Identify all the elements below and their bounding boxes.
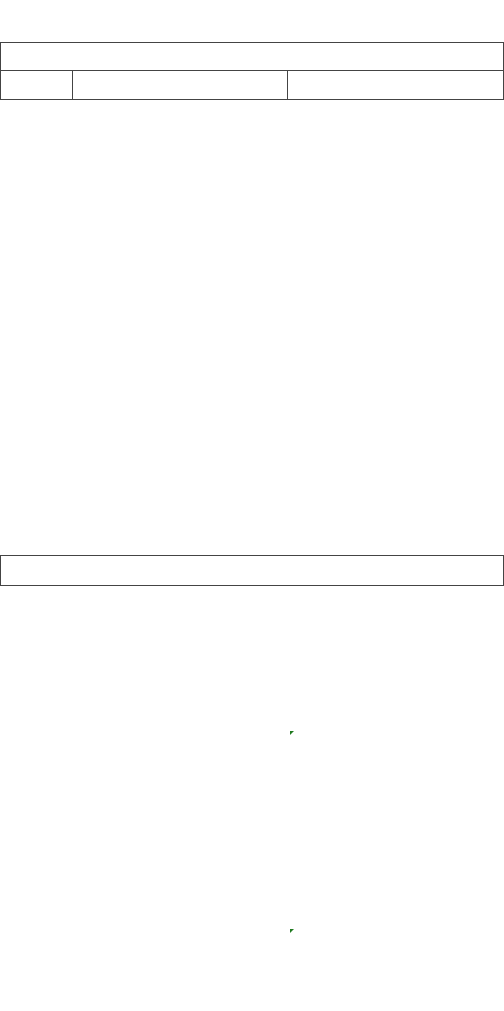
- awards-table-top: [0, 42, 504, 100]
- header-row: [1, 71, 504, 100]
- awards-table-third: [0, 555, 504, 586]
- award-row-first: [1, 43, 504, 71]
- header-college: [73, 71, 288, 100]
- first-prize-label: [1, 43, 504, 71]
- award-row-third: [1, 556, 504, 586]
- cell-marker-icon: [290, 731, 294, 735]
- third-prize-label: [1, 556, 504, 586]
- header-name: [288, 71, 504, 100]
- awards-table-body: [1, 43, 504, 100]
- header-no: [1, 71, 73, 100]
- cell-marker-icon: [290, 929, 294, 933]
- third-table-body: [1, 556, 504, 586]
- page-title: [0, 0, 504, 42]
